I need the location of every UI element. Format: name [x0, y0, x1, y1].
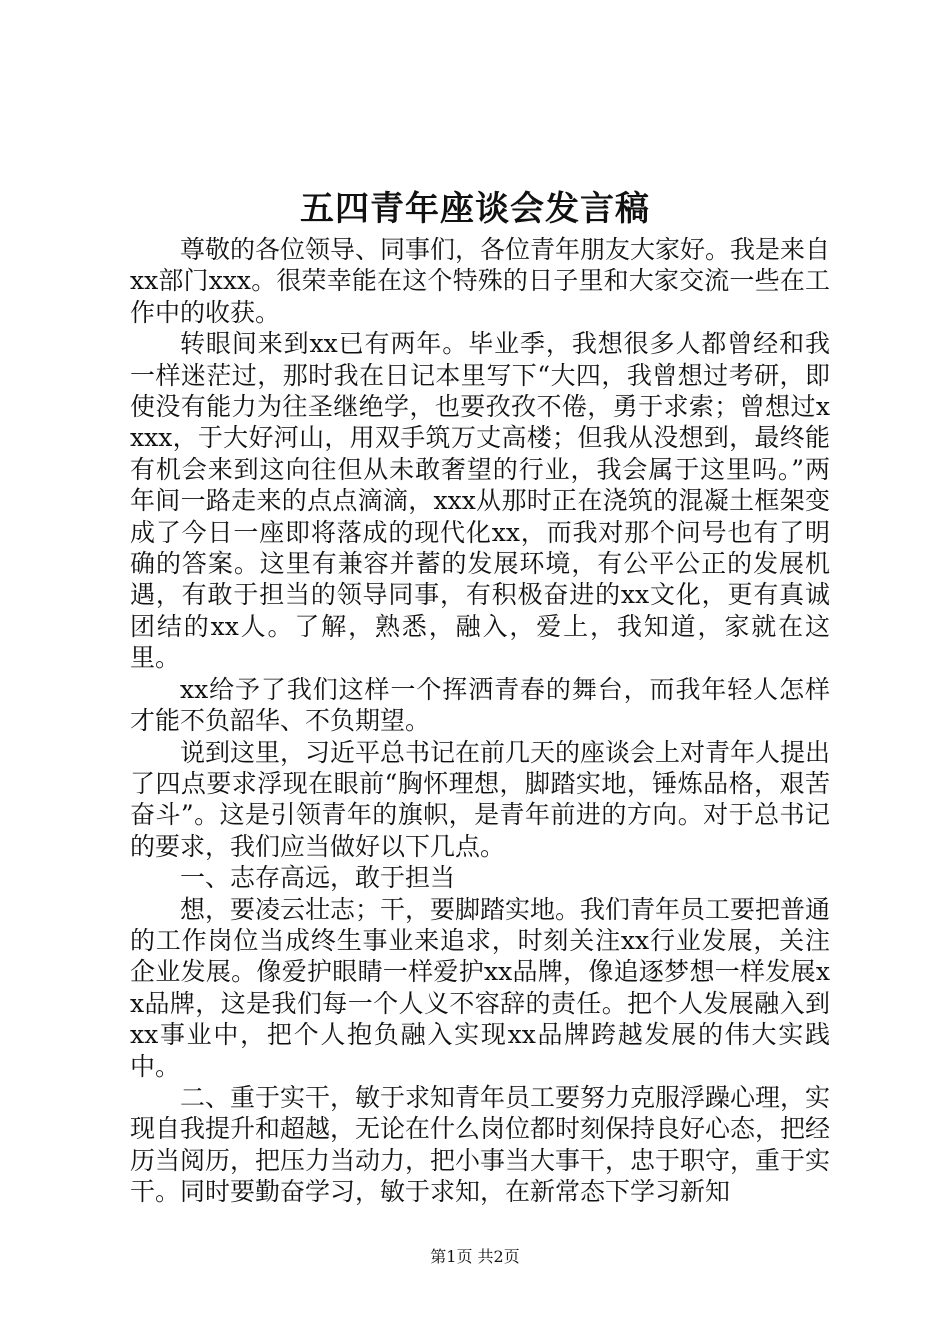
- document-body: [130, 234, 830, 1208]
- paragraph-requirements: 说到这里，习近平总书记在前几天的座谈会上对青年人提出了四点要求浮现在眼前“胸怀理想，脚踏实地，锤炼品格，艰苦奋斗”。这是引领青年的旗帜，是青年前进的方向。对于总书记的要求，我们应当做好以下几点。: [130, 737, 831, 861]
- page-footer: 第1页 共2页: [430, 1247, 520, 1266]
- document-title: 五四青年座谈会发言稿: [300, 189, 650, 229]
- paragraph-stage: xx给予了我们这样一个挥洒青春的舞台，而我年轻人怎样才能不负韶华、不负期望。: [130, 674, 830, 736]
- paragraph-section-1: 想，要凌云壮志；干，要脚踏实地。我们青年员工要把普通的工作岗位当成终生事业来追求，时刻关注xx行业发展，关注企业发展。像爱护眼睛一样爱护xx品牌，像追逐梦想一样发展xx品牌，这是我们每一个人义不容辞的责任。把个人发展融入到xx事业中，把个人抱负融入实现xx品牌跨越发展的伟大实践中。: [130, 894, 831, 1081]
- paragraph-section-2: 二、重于实干，敏于求知青年员工要努力克服浮躁心理，实现自我提升和超越，无论在什么岗位都时刻保持良好心态，把经历当阅历，把压力当动力，把小事当大事干，忠于职守，重于实干。同时要勤奋学习，敏于求知，在新常态下学习新知: [130, 1082, 831, 1207]
- paragraph-greeting: 尊敬的各位领导、同事们，各位青年朋友大家好。我是来自xx部门xxx。很荣幸能在这个特殊的日子里和大家交流一些在工作中的收获。: [130, 235, 831, 327]
- section-heading-1: 一、志存高远，敢于担当: [180, 863, 456, 893]
- paragraph-experience: 转眼间来到xx已有两年。毕业季，我想很多人都曾经和我一样迷茫过，那时我在日记本里写下“大四，我曾想过考研，即使没有能力为往圣继绝学，也要孜孜不倦，勇于求索；曾想过xxxx，于大好河山，用双手筑万丈高楼；但我从没想到，最终能有机会来到这向往但从未敢奢望的行业，我会属于这里吗。”两年间一路走来的点点滴滴，xxx从那时正在浇筑的混凝土框架变成了今日一座即将落成的现代化xx，而我对那个问号也有了明确的答案。这里有兼容并蓄的发展环境，有公平公正的发展机遇，有敢于担当的领导同事，有积极奋进的xx文化，更有真诚团结的xx人。了解，熟悉，融入，爱上，我知道，家就在这里。: [130, 329, 830, 673]
